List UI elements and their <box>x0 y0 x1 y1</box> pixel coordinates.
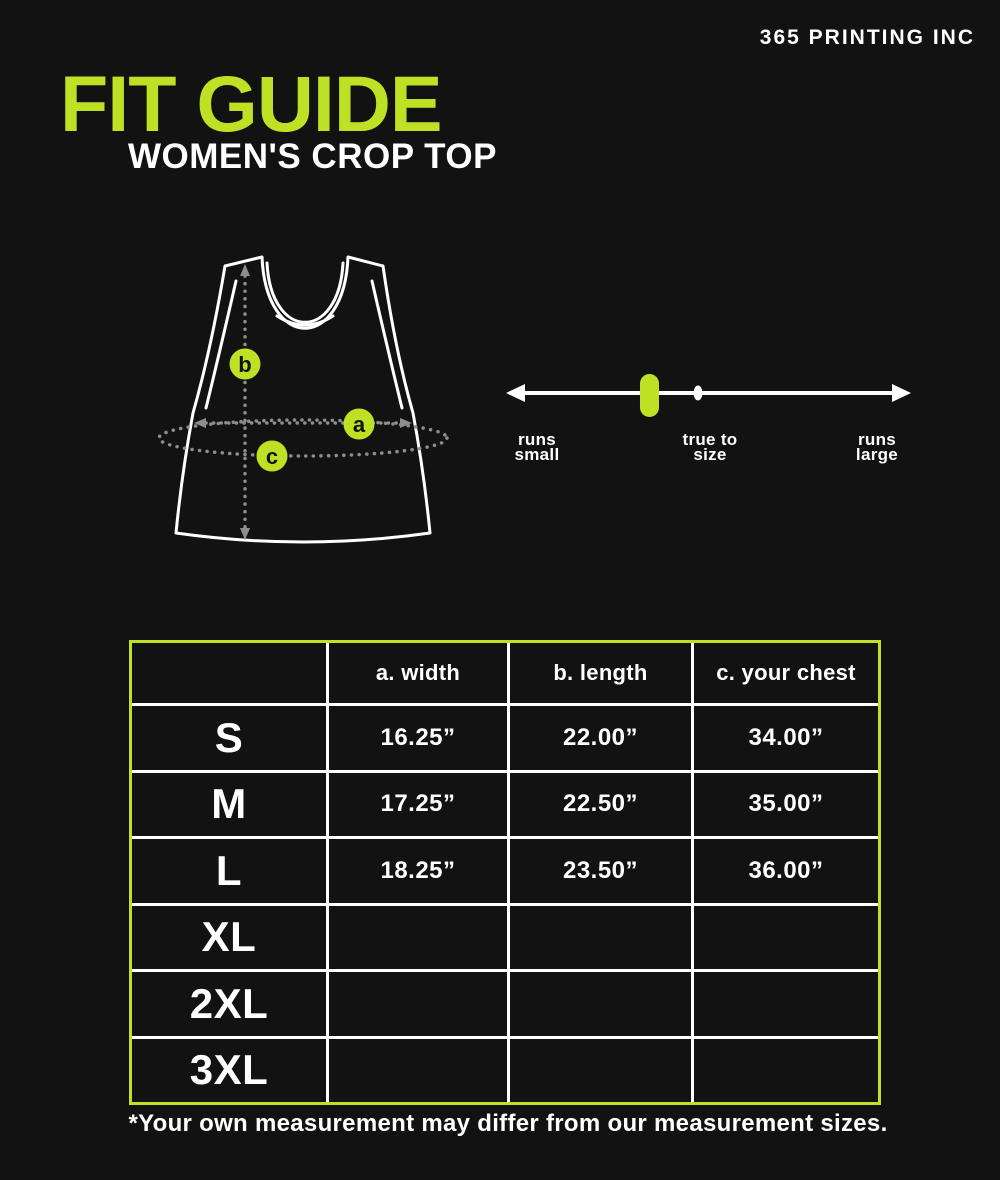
row-m-length: 22.50” <box>510 773 691 837</box>
measurement-footnote: *Your own measurement may differ from our measurement sizes. <box>128 1110 888 1137</box>
scale-label-true-to-size <box>635 432 785 462</box>
marker-b <box>230 349 261 380</box>
scale-arrow-icon <box>506 384 911 402</box>
page-subtitle: WOMEN'S CROP TOP <box>128 137 497 176</box>
row-s-size: S <box>132 706 326 770</box>
row-m-chest: 35.00” <box>694 773 878 837</box>
row-3xl-length <box>510 1039 691 1103</box>
row-l-width: 18.25” <box>329 839 507 903</box>
scale-label-runs-large <box>802 432 952 462</box>
true-to-size-line2: size <box>693 445 727 464</box>
row-xl-length <box>510 906 691 970</box>
row-l-chest: 36.00” <box>694 839 878 903</box>
row-2xl-chest <box>694 972 878 1036</box>
row-s-chest: 34.00” <box>694 706 878 770</box>
row-m-size: M <box>132 773 326 837</box>
true-to-size-line1: true to <box>682 430 738 449</box>
row-3xl-width <box>329 1039 507 1103</box>
table-header-width: a. width <box>329 643 507 703</box>
table-header-length: b. length <box>510 643 691 703</box>
marker-c <box>257 441 288 472</box>
row-xl-width <box>329 906 507 970</box>
row-l-length: 23.50” <box>510 839 691 903</box>
page-title: FIT GUIDE <box>60 59 442 148</box>
marker-a <box>344 409 375 440</box>
brand-name: 365 PRINTING INC <box>759 26 975 49</box>
marker-c-label: c <box>265 444 279 469</box>
runs-small-line2: small <box>514 445 560 464</box>
fit-indicator-pill <box>640 374 659 417</box>
center-dot-icon <box>694 386 703 401</box>
measurement-guides <box>159 276 447 528</box>
table-header-chest: c. your chest <box>694 643 878 703</box>
size-table <box>129 640 881 1105</box>
marker-a-label: a <box>352 412 366 437</box>
row-3xl-size: 3XL <box>132 1039 326 1103</box>
crop-top-diagram <box>140 240 470 570</box>
row-s-width: 16.25” <box>329 706 507 770</box>
row-2xl-size: 2XL <box>132 972 326 1036</box>
runs-large-line2: large <box>855 445 899 464</box>
fit-scale <box>495 358 925 424</box>
scale-label-runs-small <box>462 432 612 462</box>
marker-b-label: b <box>238 352 252 377</box>
row-3xl-chest <box>694 1039 878 1103</box>
row-xl-size: XL <box>132 906 326 970</box>
guide-arrowheads <box>194 264 412 540</box>
row-2xl-length <box>510 972 691 1036</box>
row-l-size: L <box>132 839 326 903</box>
garment-outline-icon <box>176 257 430 542</box>
row-m-width: 17.25” <box>329 773 507 837</box>
row-xl-chest <box>694 906 878 970</box>
runs-small-line1: runs <box>517 430 557 449</box>
row-s-length: 22.00” <box>510 706 691 770</box>
row-2xl-width <box>329 972 507 1036</box>
runs-large-line1: runs <box>857 430 897 449</box>
table-header-empty <box>132 643 326 703</box>
